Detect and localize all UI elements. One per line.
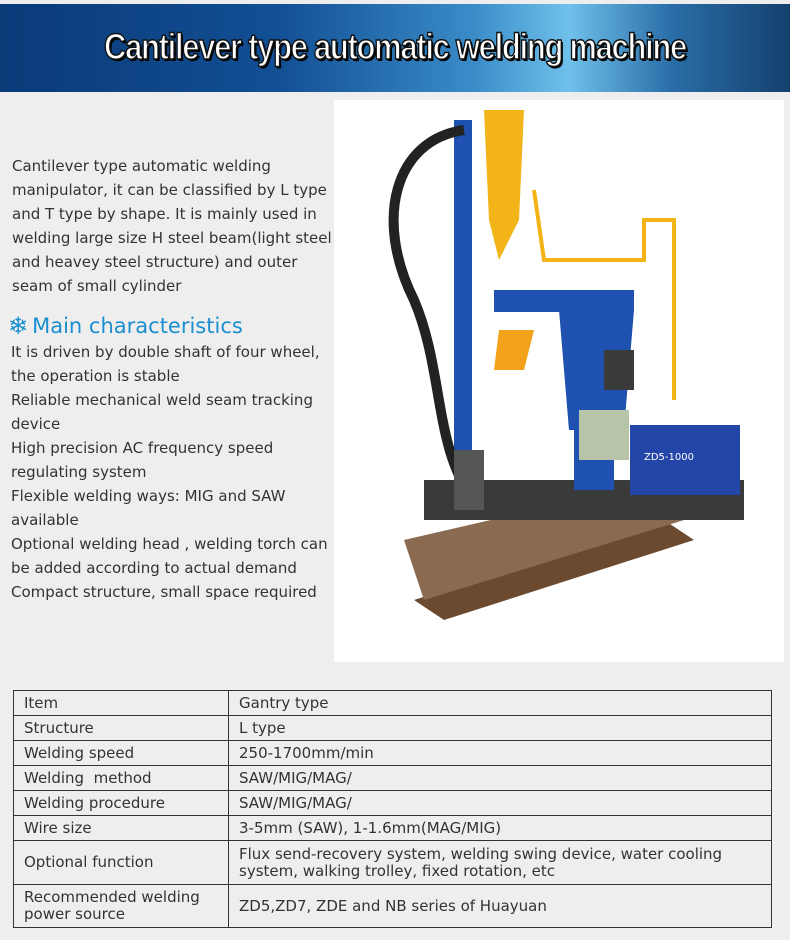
feature-item: High precision AC frequency speed regulating system bbox=[11, 439, 274, 481]
table-cell: Welding method bbox=[14, 766, 229, 791]
table-cell: Recommended welding power source bbox=[14, 885, 229, 928]
feature-item: Optional welding head , welding torch can be added according to actual demand bbox=[11, 535, 328, 577]
page-title: Cantilever type automatic welding machine bbox=[104, 26, 686, 67]
table-row bbox=[14, 885, 772, 928]
feature-item: Reliable mechanical weld seam tracking device bbox=[11, 391, 313, 433]
table-row bbox=[14, 816, 772, 841]
table-cell: ZD5,ZD7, ZDE and NB series of Huayuan bbox=[229, 885, 772, 928]
table-row bbox=[14, 766, 772, 791]
feature-list bbox=[11, 340, 336, 604]
table-cell: Gantry type bbox=[229, 691, 772, 716]
machine-photo bbox=[334, 100, 784, 662]
spec-table bbox=[13, 690, 772, 928]
table-cell: Flux send-recovery system, welding swing device, water cooling system, walking trolley, fixed rotation, etc bbox=[229, 841, 772, 885]
table-cell: L type bbox=[229, 716, 772, 741]
title-banner bbox=[0, 4, 790, 92]
power-source-label: ZD5-1000 bbox=[644, 452, 694, 463]
table-row bbox=[14, 791, 772, 816]
table-cell: Welding speed bbox=[14, 741, 229, 766]
intro-text: Cantilever type automatic welding manipulator, it can be classified by L type and T type by shape. It is mainly used in welding large size H steel beam(light steel and heavey steel structure) and outer seam of small cylinder bbox=[12, 157, 332, 295]
table-cell: SAW/MIG/MAG/ bbox=[229, 766, 772, 791]
table-cell: Structure bbox=[14, 716, 229, 741]
table-row bbox=[14, 741, 772, 766]
table-cell: 250-1700mm/min bbox=[229, 741, 772, 766]
snowflake-icon: ❄ bbox=[8, 312, 29, 340]
table-cell: SAW/MIG/MAG/ bbox=[229, 791, 772, 816]
table-row bbox=[14, 716, 772, 741]
table-cell: Item bbox=[14, 691, 229, 716]
feature-item: It is driven by double shaft of four wheel, the operation is stable bbox=[11, 343, 320, 385]
feature-item: Compact structure, small space required bbox=[11, 583, 317, 601]
table-cell: 3-5mm (SAW), 1-1.6mm(MAG/MIG) bbox=[229, 816, 772, 841]
table-cell: Wire size bbox=[14, 816, 229, 841]
feature-item: Flexible welding ways: MIG and SAW available bbox=[11, 487, 286, 529]
table-row bbox=[14, 841, 772, 885]
table-cell: Welding procedure bbox=[14, 791, 229, 816]
table-cell: Optional function bbox=[14, 841, 229, 885]
table-row bbox=[14, 691, 772, 716]
section-heading bbox=[8, 312, 243, 340]
section-heading-text: Main characteristics bbox=[32, 314, 243, 338]
